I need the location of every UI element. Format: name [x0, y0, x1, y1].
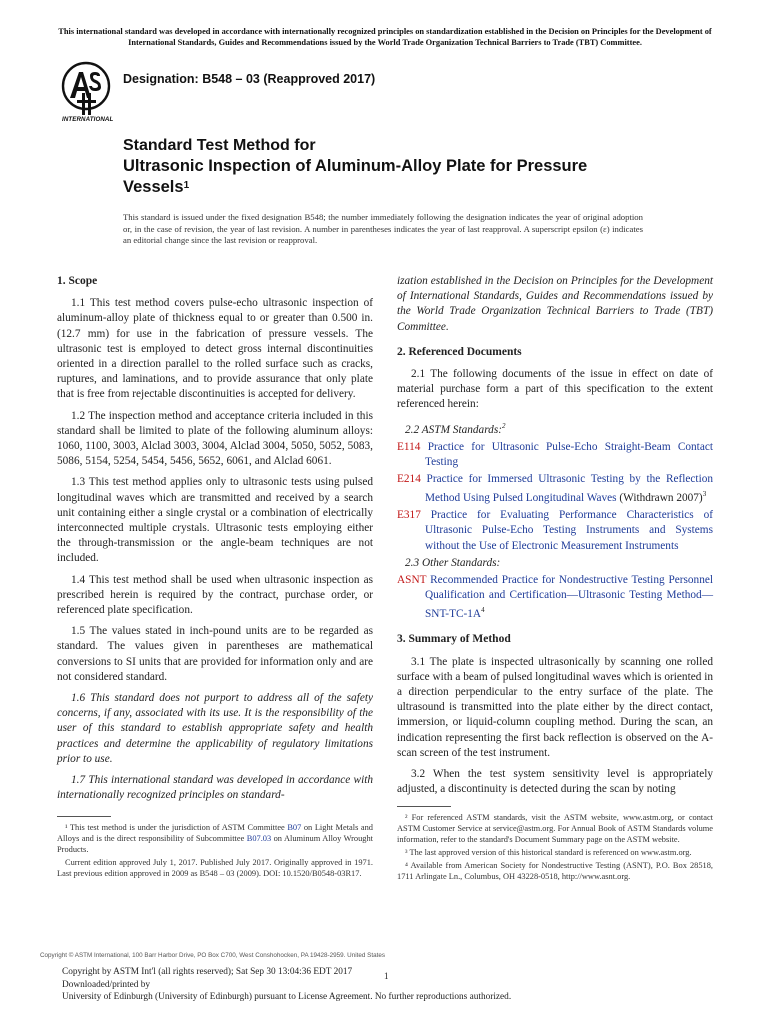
top-notice: This international standard was developed in accordance with internationally recognized principles on standardization established in the Decision on Principles for the Development of International Standards, Guides and Recommendations issued by the World Trade Organization Technical Barriers to Trade (TBT) Committee.	[58, 27, 712, 47]
para-1-2: 1.2 The inspection method and acceptance criteria included in this standard shall be limited to plate of the following aluminum alloys: 1060, 1100, 3003, Alclad 3003, 3004, Alclad 3004, 5050, 5052, 5083, 5086, 5154, 5254, 5454, 5456, 5652, 6061, and Alclad 6061.	[57, 409, 373, 468]
footer-line-3: University of Edinburgh (University of Edinburgh) pursuant to License Agreement. No further reproductions authorized.	[62, 992, 512, 1002]
designation-value: B548 – 03 (Reapproved 2017)	[202, 72, 376, 86]
footnote-rule-right	[397, 806, 451, 807]
astm-standards-label-text: 2.2 ASTM Standards:	[405, 423, 502, 436]
footnotes-right	[397, 812, 713, 884]
footnote-1	[57, 822, 373, 855]
section-heading-summary: 3. Summary of Method	[397, 633, 511, 646]
footnote-rule-left	[57, 816, 111, 817]
ref-mark: 4	[481, 606, 485, 615]
title-line-3	[123, 177, 587, 198]
title-line-2: Ultrasonic Inspection of Aluminum-Alloy Plate for Pressure	[123, 157, 588, 175]
designation	[123, 72, 375, 86]
ref-code[interactable]: E317	[397, 509, 421, 522]
section-heading-referenced-documents: 2. Referenced Documents	[397, 345, 522, 358]
ref-tail: (Withdrawn 2007)	[616, 491, 703, 504]
reference-e114[interactable]	[397, 440, 713, 470]
para-1-7: 1.7 This international standard was developed in accordance with internationally recognized principles on standard-	[57, 774, 373, 802]
title-footnote-mark: 1	[183, 180, 190, 191]
title-line-1: Standard Test Method for	[123, 137, 316, 154]
left-column	[57, 274, 373, 810]
footer-copyright: Copyright © ASTM International, 100 Barr Harbor Drive, PO Box C700, West Conshohocken, PA 19428-2959. United States	[40, 952, 385, 959]
para-2-1: 2.1 The following documents of the issue in effect on date of material purchase form a part of this specification to the extent referenced herein:	[397, 368, 713, 411]
ref-code[interactable]: E114	[397, 440, 421, 453]
edition-note: Current edition approved July 1, 2017. Published July 2017. Originally approved in 1971. Last previous edition approved in 2009 as B548 – 03 (2009). DOI: 10.1520/B0548-03R17.	[57, 858, 373, 878]
subcommittee-link[interactable]: B07.03	[246, 834, 272, 843]
footnote-2: ² For referenced ASTM standards, visit the ASTM website, www.astm.org, or contact ASTM Customer Service at service@astm.org. For Annual Book of ASTM Standards volume information, refer to the standard's Document Summary page on the ASTM website.	[397, 813, 713, 844]
document-title	[123, 135, 587, 198]
ref-title[interactable]: Recommended Practice for Nondestructive Testing Personnel Qualification and Certification—Ultrasonic Testing Method—SNT-TC-1A	[425, 573, 713, 621]
para-1-1: 1.1 This test method covers pulse-echo ultrasonic inspection of aluminum-alloy plate of thickness equal to or greater than 0.500 in. (12.7 mm) for use in the fabrication of pressure vessels. The ultrasonic test is employed to detect gross internal discontinuities oriented in a direction parallel to the rolled surface such as cracks, ruptures, and laminations, and to provide assurance that only plate that is free from rejectable discontinuities is accepted for delivery.	[57, 297, 373, 401]
reference-asnt[interactable]	[397, 573, 713, 622]
para-1-4: 1.4 This test method shall be used when ultrasonic inspection as prescribed herein is required by the contract, purchase order, or referenced plate specification.	[57, 573, 373, 617]
reference-e317[interactable]	[397, 508, 713, 554]
ref-title[interactable]: Practice for Ultrasonic Pulse-Echo Straight-Beam Contact Testing	[425, 440, 713, 468]
para-1-3: 1.3 This test method applies only to ultrasonic tests using pulsed longitudinal waves which are transmitted and received by a search unit containing either a single crystal or a combination of electrically interconnected multiple crystals. Ultrasonic tests employing either the through-transmission or the angle-beam techniques are not included.	[57, 476, 373, 565]
para-1-6: 1.6 This standard does not purport to address all of the safety concerns, if any, associated with its use. It is the responsibility of the user of this standard to establish appropriate safety and health practices and determine the applicability of regulatory limitations prior to use.	[57, 692, 373, 765]
footer-line-1: Copyright by ASTM Int'l (all rights reserved); Sat Sep 30 13:04:36 EDT 2017	[62, 967, 353, 977]
issue-note: This standard is issued under the fixed designation B548; the number immediately following the designation indicates the year of original adoption or, in the case of revision, the year of last revision. A number in parentheses indicates the year of last reapproval. A superscript epsilon (ε) indicates an editorial change since the last revision or reapproval.	[123, 212, 643, 245]
ref-code[interactable]: E214	[397, 473, 421, 485]
footer-line-2: Downloaded/printed by	[62, 979, 151, 990]
para-1-7-continuation: ization established in the Decision on Principles for the Development of International Standards, Guides and Recommendations issued by the World Trade Organization Technical Barriers to Trade (TBT) Committee.	[397, 275, 713, 333]
title-line-3-text: Vessels	[123, 178, 184, 196]
para-1-5: 1.5 The values stated in inch-pound units are to be regarded as standard. The values given in parentheses are mathematical conversions to SI units that are provided for information only and are not considered standard.	[57, 625, 373, 683]
designation-label: Designation:	[123, 72, 199, 86]
astm-logo-icon	[60, 60, 112, 118]
para-3-1: 3.1 The plate is inspected ultrasonically by scanning one rolled surface with a beam of pulsed longitudinal waves which is oriented in a direction perpendicular to the entry surface of the plate. The ultrasound is transmitted into the plate either by the direct contact, immersion, or liquid-column coupling method. During the scan, an indication representing the first back reflection is observed on the A-scan screen of the test instrument.	[397, 655, 713, 759]
footnote-1-text: ¹ This test method is under the jurisdiction of ASTM Committee	[65, 823, 288, 832]
page-number: 1	[384, 971, 389, 981]
astm-standards-mark: 2	[501, 421, 506, 430]
right-column	[397, 274, 713, 803]
ref-mark: 3	[702, 490, 707, 499]
astm-standards-label	[397, 419, 713, 438]
other-standards-label: 2.3 Other Standards:	[405, 556, 501, 569]
ref-title[interactable]: Practice for Immersed Ultrasonic Testing by the Reflection Method Using Pulsed Longitudinal Waves	[425, 473, 714, 504]
footer-download-info	[62, 966, 511, 1004]
footnote-4: ⁴ Available from American Society for Nondestructive Testing (ASNT), P.O. Box 28518, 1711 Arlingate Ln., Columbus, OH 43228-0518, http://www.asnt.org.	[397, 861, 713, 881]
section-heading-scope: 1. Scope	[57, 275, 98, 287]
footnotes-left	[57, 822, 373, 881]
footnote-1-text-mid: on Light Metals and Alloys and is the direct responsibility of Subcommittee	[57, 823, 373, 843]
ref-code[interactable]: ASNT	[397, 573, 427, 586]
reference-e214[interactable]	[397, 472, 713, 506]
ref-title[interactable]: Practice for Evaluating Performance Characteristics of Ultrasonic Pulse-Echo Testing Instruments and Systems without the Use of Electronic Measurement Instruments	[425, 509, 713, 552]
footnote-1-text-end: on Aluminum Alloy Wrought Products.	[57, 834, 374, 854]
footnote-3: ³ The last approved version of this historical standard is referenced on www.astm.org.	[405, 848, 692, 857]
logo-subtext: INTERNATIONAL	[62, 116, 114, 123]
astm-logo	[60, 60, 112, 118]
para-3-2: 3.2 When the test system sensitivity level is appropriately adjusted, a discontinuity is detected during the scan by noting	[397, 767, 713, 796]
committee-link[interactable]: B07	[287, 823, 302, 832]
